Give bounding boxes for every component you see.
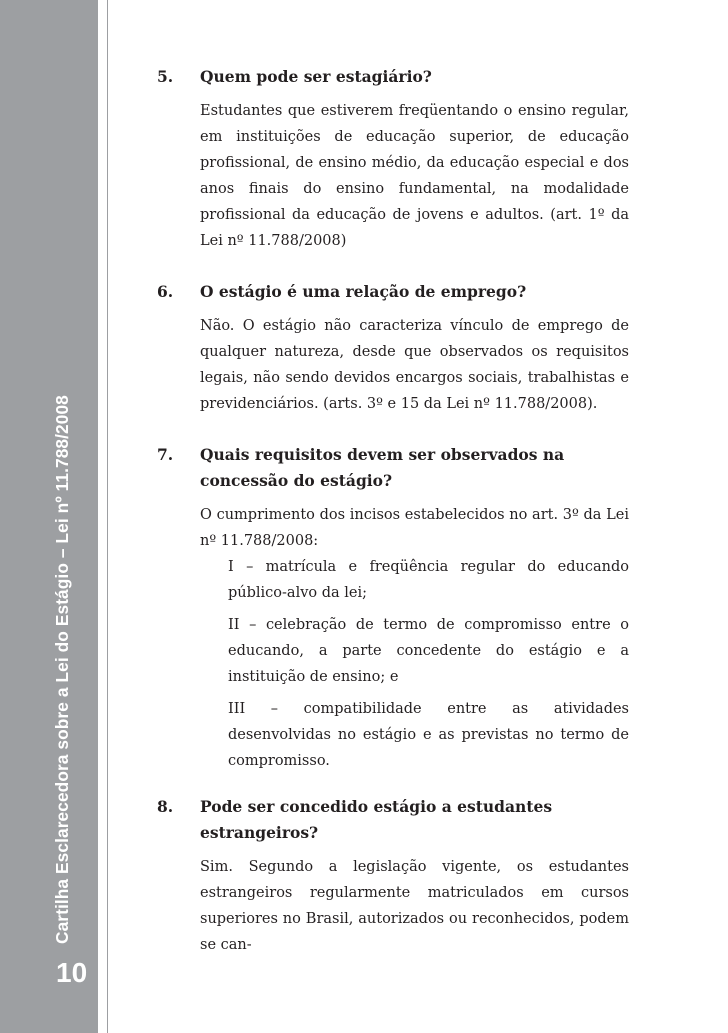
question-6 (157, 279, 629, 417)
requirements-list (228, 554, 629, 774)
question-title: Quem pode ser estagiário? (200, 67, 432, 86)
question-7 (157, 442, 629, 774)
sidebar-divider (107, 0, 108, 1033)
answer-text: O cumprimento dos incisos estabelecidos no art. 3º da Lei nº 11.788/2008: (200, 507, 629, 549)
question-number: 5. (157, 67, 174, 86)
list-item: I – matrícula e freqüência regular do educando público-alvo da lei; (228, 559, 629, 601)
question-answer (200, 98, 629, 254)
sidebar-band (0, 0, 98, 1033)
question-title: O estágio é uma relação de emprego? (200, 282, 527, 301)
question-title: Quais requisitos devem ser observados na concessão do estágio? (200, 445, 565, 490)
question-answer (200, 502, 629, 774)
answer-text: Sim. Segundo a legislação vigente, os estudantes estrangeiros regularmente matriculados em cursos superiores no Brasil, autorizados ou reconhecidos, podem se can- (200, 859, 629, 953)
question-title: Pode ser concedido estágio a estudantes estrangeiros? (200, 797, 553, 842)
answer-text: Estudantes que estiverem freqüentando o ensino regular, em instituições de educação superior, de educação profissional, de ensino médio, da educação especial e dos anos finais do ensino fundamental, na modalidade profissional da educação de jovens e adultos. (art. 1º da Lei nº 11.788/2008) (200, 103, 629, 249)
question-number: 7. (157, 445, 174, 464)
list-item: II – celebração de termo de compromisso entre o educando, a parte concedente do estágio e a instituição de ensino; e (228, 617, 629, 685)
running-header: Cartilha Esclarecedora sobre a Lei do Estágio – Lei nº 11.788/2008 (52, 395, 72, 944)
answer-text: Não. O estágio não caracteriza vínculo de emprego de qualquer natureza, desde que observados os requisitos legais, não sendo devidos encargos sociais, trabalhistas e previdenciários. (arts. 3º e 15 da Lei nº 11.788/2008). (200, 318, 629, 412)
question-answer (200, 313, 629, 417)
question-5 (157, 64, 629, 254)
question-number: 8. (157, 797, 174, 816)
question-answer (200, 854, 629, 958)
question-8 (157, 794, 629, 958)
list-item: III – compatibilidade entre as atividades desenvolvidas no estágio e as previstas no termo de compromisso. (228, 701, 629, 769)
question-number: 6. (157, 282, 174, 301)
page-number: 10 (56, 957, 88, 988)
page-content (157, 64, 629, 958)
